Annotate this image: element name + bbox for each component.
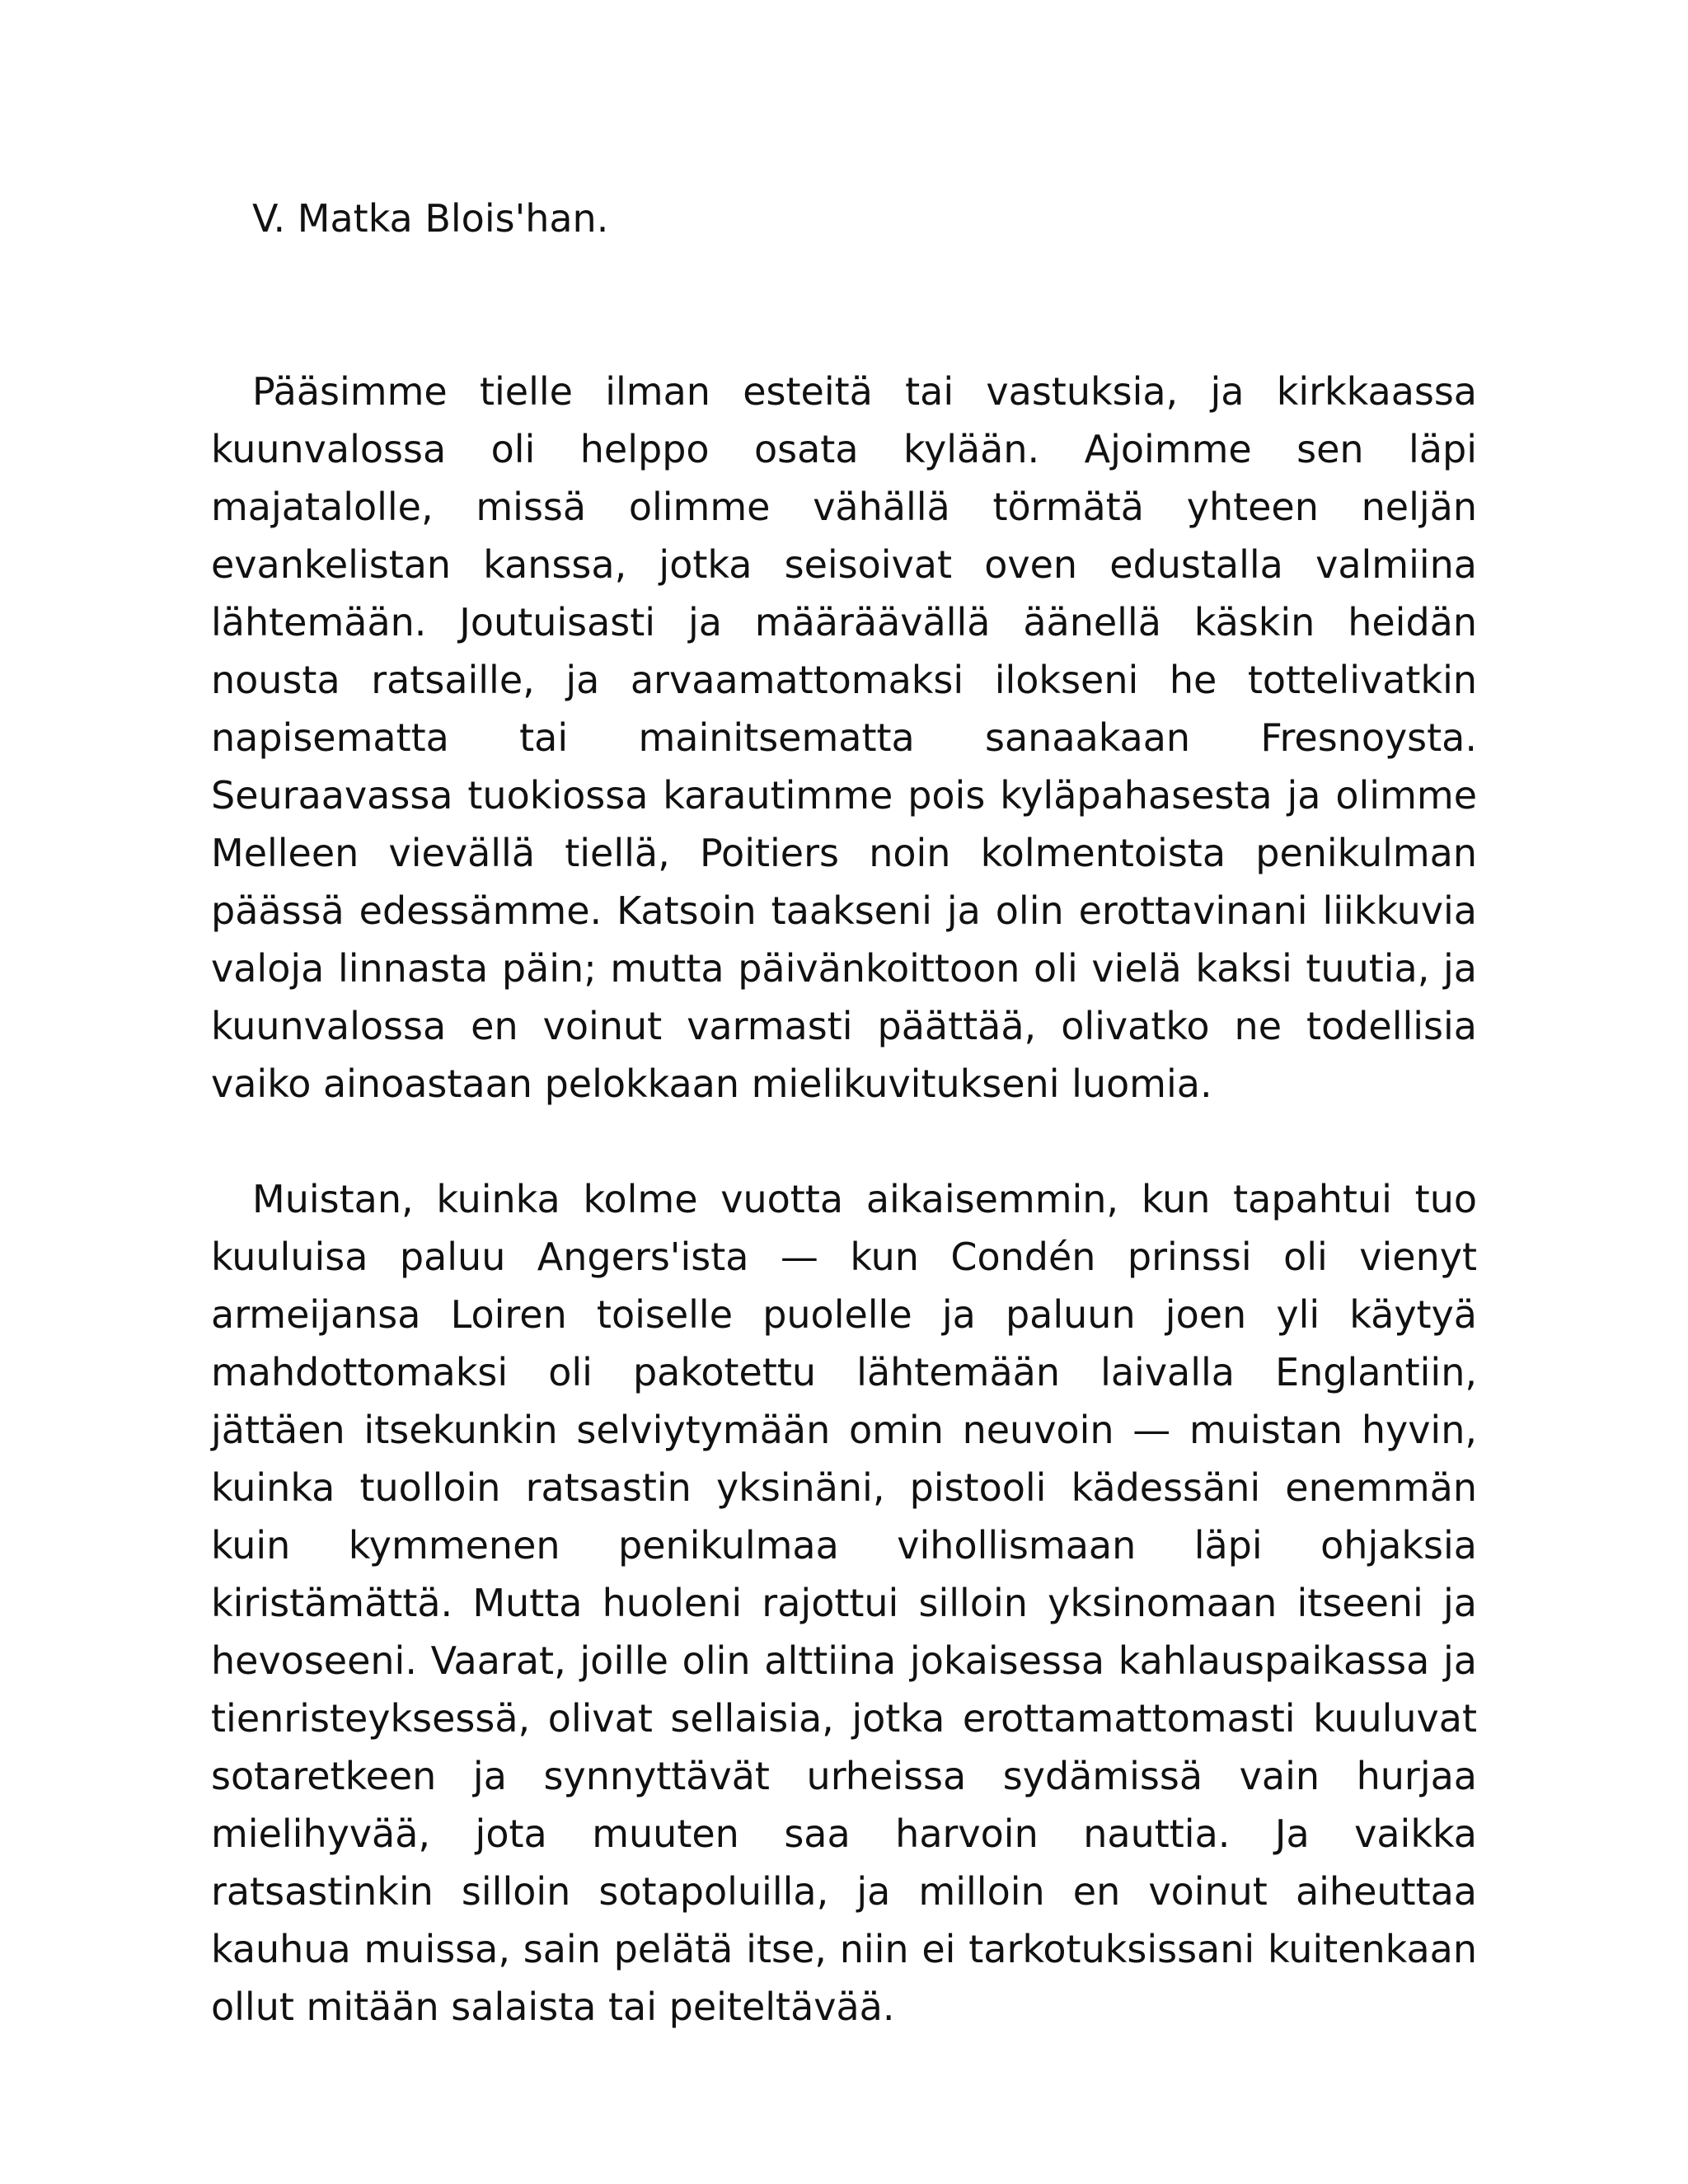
chapter-title: V. Matka Blois'han. bbox=[252, 196, 609, 241]
paragraph-2: Muistan, kuinka kolme vuotta aikaisemmin, kun tapahtui tuo kuuluisa paluu Angers'ista — kun Condén prinssi oli vienyt armeijansa Loiren toiselle puolelle ja paluun joen yli käytyä mahdottomaksi oli pakotettu lähtemään laivalla Englantiin, jättäen itsekunkin selviytymään omin neuvoin — muistan hyvin, kuinka tuolloin ratsastin yksinäni, pistooli kädessäni enemmän kuin kymmenen penikulmaa vihollismaan läpi ohjaksia kiristämättä. Mutta huoleni rajottui silloin yksinomaan itseeni ja hevoseeni. Vaarat, joille olin alttiina jokaisessa kahlauspaikassa ja tienristeyksessä, olivat sellaisia, jotka erottamattomasti kuuluvat sotaretkeen ja synnyttävät urheissa sydämissä vain hurjaa mielihyvää, jota muuten saa harvoin nauttia. Ja vaikka ratsastinkin silloin sotapoluilla, ja milloin en voinut aiheuttaa kauhua muissa, sain pelätä itse, niin ei tarkotuksissani kuitenkaan ollut mitään salaista tai peiteltävää. bbox=[211, 1177, 1477, 2029]
document-page bbox=[211, 190, 1477, 2036]
paragraph-1: Pääsimme tielle ilman esteitä tai vastuksia, ja kirkkaassa kuunvalossa oli helppo osata kylään. Ajoimme sen läpi majatalolle, missä olimme vähällä törmätä yhteen neljän evankelistan kanssa, jotka seisoivat oven edustalla valmiina lähtemään. Joutuisasti ja määräävällä äänellä käskin heidän nousta ratsaille, ja arvaamattomaksi ilokseni he tottelivatkin napisematta tai mainitsematta sanaakaan Fresnoysta. Seuraavassa tuokiossa karautimme pois kyläpahasesta ja olimme Melleen vievällä tiellä, Poitiers noin kolmentoista penikulman päässä edessämme. Katsoin taakseni ja olin erottavinani liikkuvia valoja linnasta päin; mutta päivänkoittoon oli vielä kaksi tuutia, ja kuunvalossa en voinut varmasti päättää, olivatko ne todellisia vaiko ainoastaan pelokkaan mielikuvitukseni luomia. bbox=[211, 369, 1477, 1106]
